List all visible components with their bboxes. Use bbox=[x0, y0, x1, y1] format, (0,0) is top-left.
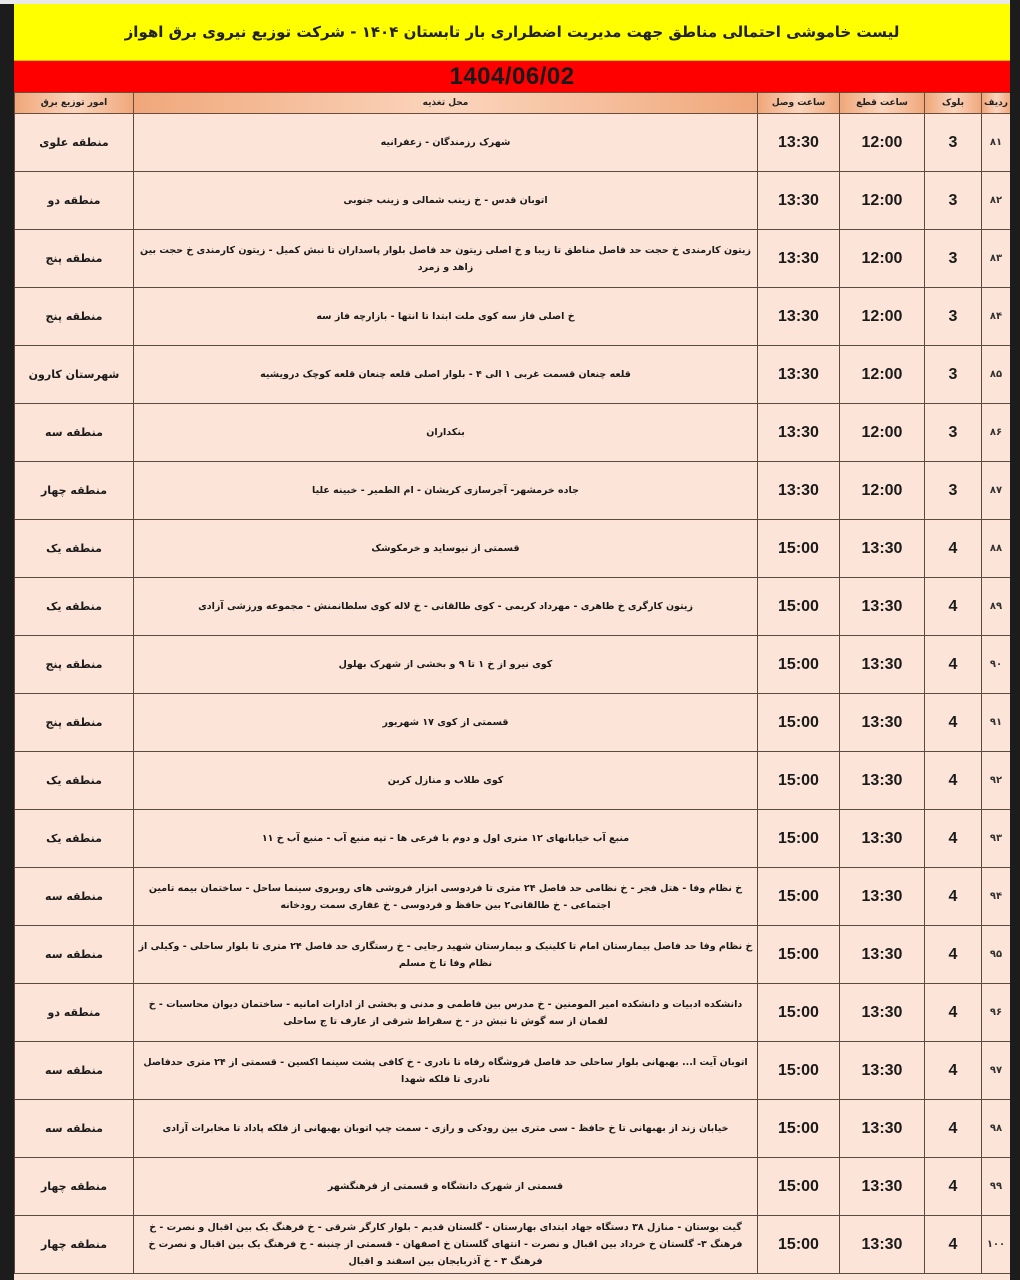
area-cell: منطقه سه bbox=[15, 404, 134, 462]
block-cell: 4 bbox=[925, 636, 982, 694]
location-cell: قسمتی از شهرک دانشگاه و قسمتی از فرهنگشهر bbox=[134, 1158, 758, 1216]
row-number-cell: ۹۰ bbox=[982, 636, 1011, 694]
header-block: بلوک bbox=[925, 93, 982, 114]
header-area: امور توزیع برق bbox=[15, 93, 134, 114]
block-cell: 4 bbox=[925, 694, 982, 752]
area-cell: منطقه پنج bbox=[15, 694, 134, 752]
connect-time-cell: 15:00 bbox=[758, 578, 840, 636]
area-cell: منطقه دو bbox=[15, 172, 134, 230]
row-number-cell: ۹۱ bbox=[982, 694, 1011, 752]
connect-time-cell: 15:00 bbox=[758, 1158, 840, 1216]
area-cell: منطقه دو bbox=[15, 984, 134, 1042]
area-cell: منطقه سه bbox=[15, 1100, 134, 1158]
location-cell: دانشکده ادبیات و دانشکده امیر المومنین - خ مدرس بین فاطمی و مدنی و بخشی از ادارات امانیه - ساختمان دیوان محاسبات - خ لقمان از سه گوش تا نبش دز - خ سقراط شرقی از عارف تا ج ساحلی bbox=[134, 984, 758, 1042]
cut-time-cell: 13:30 bbox=[840, 984, 925, 1042]
header-row-number: ردیف bbox=[982, 93, 1011, 114]
connect-time-cell: 15:00 bbox=[758, 810, 840, 868]
cut-time-cell: 12:00 bbox=[840, 462, 925, 520]
schedule-date: 1404/06/02 bbox=[14, 61, 1010, 92]
table-row bbox=[15, 752, 1011, 810]
cut-time-cell: 13:30 bbox=[840, 1216, 925, 1274]
location-cell: جاده خرمشهر- آجرسازی کریشان - ام الطمیر - خبینه علیا bbox=[134, 462, 758, 520]
cut-time-cell: 13:30 bbox=[840, 1100, 925, 1158]
area-cell: منطقه یک bbox=[15, 578, 134, 636]
cut-time-cell: 12:00 bbox=[840, 288, 925, 346]
block-cell: 4 bbox=[925, 1100, 982, 1158]
row-number-cell: ۸۵ bbox=[982, 346, 1011, 404]
header-connect-time: ساعت وصل bbox=[758, 93, 840, 114]
cut-time-cell: 12:00 bbox=[840, 172, 925, 230]
area-cell: منطقه سه bbox=[15, 868, 134, 926]
table-row bbox=[15, 694, 1011, 752]
area-cell: منطقه پنج bbox=[15, 636, 134, 694]
block-cell: 3 bbox=[925, 230, 982, 288]
row-number-cell: ۸۷ bbox=[982, 462, 1011, 520]
connect-time-cell: 13:30 bbox=[758, 462, 840, 520]
table-header-row bbox=[15, 93, 1011, 114]
area-cell: منطقه پنج bbox=[15, 230, 134, 288]
location-cell: منبع آب خیابانهای ۱۲ متری اول و دوم با فرعی ها - تپه منبع آب - منبع آب خ ۱۱ bbox=[134, 810, 758, 868]
block-cell: 4 bbox=[925, 752, 982, 810]
table-row bbox=[15, 1100, 1011, 1158]
block-cell: 4 bbox=[925, 1158, 982, 1216]
location-cell: اتوبان آیت ا... بهبهانی بلوار ساحلی حد فاصل فروشگاه رفاه تا نادری - خ کافی پشت سینما اکسین - قسمتی از ۲۴ متری حدفاصل نادری تا فلکه شهدا bbox=[134, 1042, 758, 1100]
location-cell: کوی نیرو از خ ۱ تا ۹ و بخشی از شهرک بهلول bbox=[134, 636, 758, 694]
connect-time-cell: 13:30 bbox=[758, 114, 840, 172]
table-row bbox=[15, 462, 1011, 520]
screen-edge bbox=[1010, 0, 1020, 1280]
location-cell: خیابان زند از بهبهانی تا خ حافظ - سی متری بین رودکی و رازی - سمت چپ اتوبان بهبهانی از فلکه پاداد تا مخابرات آزادی bbox=[134, 1100, 758, 1158]
connect-time-cell: 15:00 bbox=[758, 694, 840, 752]
location-cell: زیتون کارمندی خ حجت حد فاصل مناطق تا زیبا و خ اصلی زیتون حد فاصل بلوار پاسداران تا نبش کمیل - زیتون کارمندی خ حجت بین زاهد و زمرد bbox=[134, 230, 758, 288]
cut-time-cell: 13:30 bbox=[840, 694, 925, 752]
table-row bbox=[15, 926, 1011, 984]
outage-table bbox=[14, 92, 1010, 1274]
block-cell: 4 bbox=[925, 984, 982, 1042]
row-number-cell: ۸۴ bbox=[982, 288, 1011, 346]
row-number-cell: ۹۵ bbox=[982, 926, 1011, 984]
area-cell: منطقه یک bbox=[15, 810, 134, 868]
table-row bbox=[15, 868, 1011, 926]
row-number-cell: ۹۲ bbox=[982, 752, 1011, 810]
row-number-cell: ۸۲ bbox=[982, 172, 1011, 230]
connect-time-cell: 15:00 bbox=[758, 868, 840, 926]
location-cell: خ اصلی فاز سه کوی ملت ابتدا تا انتها - بازارچه فاز سه bbox=[134, 288, 758, 346]
connect-time-cell: 15:00 bbox=[758, 1216, 840, 1274]
row-number-cell: ۹۷ bbox=[982, 1042, 1011, 1100]
cut-time-cell: 13:30 bbox=[840, 752, 925, 810]
cut-time-cell: 13:30 bbox=[840, 1042, 925, 1100]
header-location: محل تغذیه bbox=[134, 93, 758, 114]
cut-time-cell: 13:30 bbox=[840, 578, 925, 636]
header-cut-time: ساعت قطع bbox=[840, 93, 925, 114]
row-number-cell: ۸۳ bbox=[982, 230, 1011, 288]
row-number-cell: ۹۳ bbox=[982, 810, 1011, 868]
connect-time-cell: 15:00 bbox=[758, 520, 840, 578]
cut-time-cell: 12:00 bbox=[840, 404, 925, 462]
block-cell: 4 bbox=[925, 926, 982, 984]
area-cell: منطقه یک bbox=[15, 520, 134, 578]
row-number-cell: ۹۸ bbox=[982, 1100, 1011, 1158]
cut-time-cell: 13:30 bbox=[840, 926, 925, 984]
location-cell: زیتون کارگری خ طاهری - مهرداد کریمی - کوی طالقانی - خ لاله کوی سلطانمنش - مجموعه ورزشی آزادی bbox=[134, 578, 758, 636]
location-cell: قسمتی از نیوساید و خرمکوشک bbox=[134, 520, 758, 578]
area-cell: منطقه یک bbox=[15, 752, 134, 810]
connect-time-cell: 13:30 bbox=[758, 172, 840, 230]
outage-sheet bbox=[14, 4, 1010, 1280]
connect-time-cell: 15:00 bbox=[758, 752, 840, 810]
row-number-cell: ۸۶ bbox=[982, 404, 1011, 462]
block-cell: 4 bbox=[925, 578, 982, 636]
table-row bbox=[15, 520, 1011, 578]
connect-time-cell: 13:30 bbox=[758, 404, 840, 462]
table-row bbox=[15, 1216, 1011, 1274]
area-cell: منطقه چهار bbox=[15, 1158, 134, 1216]
location-cell: خ نظام وفا - هتل فجر - خ نظامی حد فاصل ۲۴ متری تا فردوسی ابزار فروشی های روبروی سینما ساحل - ساختمان بیمه تامین اجتماعی - خ طالقانی۲ بین حافظ و فردوسی - خ غفاری سمت رودخانه bbox=[134, 868, 758, 926]
row-number-cell: ۸۱ bbox=[982, 114, 1011, 172]
area-cell: منطقه علوی bbox=[15, 114, 134, 172]
row-number-cell: ۸۸ bbox=[982, 520, 1011, 578]
block-cell: 3 bbox=[925, 404, 982, 462]
table-row bbox=[15, 636, 1011, 694]
row-number-cell: ۹۶ bbox=[982, 984, 1011, 1042]
block-cell: 3 bbox=[925, 172, 982, 230]
table-row bbox=[15, 346, 1011, 404]
cut-time-cell: 13:30 bbox=[840, 520, 925, 578]
table-row bbox=[15, 984, 1011, 1042]
cut-time-cell: 13:30 bbox=[840, 636, 925, 694]
table-row bbox=[15, 810, 1011, 868]
block-cell: 3 bbox=[925, 346, 982, 404]
cut-time-cell: 13:30 bbox=[840, 810, 925, 868]
block-cell: 3 bbox=[925, 462, 982, 520]
location-cell: گیت بوستان - منازل ۳۸ دستگاه جهاد ابتدای بهارستان - گلستان قدیم - بلوار کارگر شرقی - خ فرهنگ یک بین اقبال و نصرت - خ فرهنگ ۳- گلستان خ خرداد بین اقبال و نصرت - انتهای گلستان خ اصفهان - قسمتی از چنبنه - خ فرهنگ یک بین اقبال و نصرت خ فرهنگ ۳ - خ آذربایجان بین اسفند و اقبال bbox=[134, 1216, 758, 1274]
table-row bbox=[15, 172, 1011, 230]
row-number-cell: ۹۹ bbox=[982, 1158, 1011, 1216]
table-row bbox=[15, 288, 1011, 346]
page-title: لیست خاموشی احتمالی مناطق جهت مدیریت اضطراری بار تابستان ۱۴۰۴ - شرکت توزیع نیروی برق اهواز bbox=[14, 4, 1010, 61]
location-cell: خ نظام وفا حد فاصل بیمارستان امام تا کلینیک و بیمارستان شهید رجایی - خ رستگاری حد فاصل ۲۴ متری تا بلوار ساحلی - وکیلی از نظام وفا تا خ مسلم bbox=[134, 926, 758, 984]
connect-time-cell: 15:00 bbox=[758, 1042, 840, 1100]
location-cell: کوی طلاب و منازل کربن bbox=[134, 752, 758, 810]
table-row bbox=[15, 230, 1011, 288]
block-cell: 4 bbox=[925, 810, 982, 868]
connect-time-cell: 13:30 bbox=[758, 346, 840, 404]
block-cell: 3 bbox=[925, 114, 982, 172]
location-cell: شهرک رزمندگان - زعفرانیه bbox=[134, 114, 758, 172]
block-cell: 3 bbox=[925, 288, 982, 346]
connect-time-cell: 15:00 bbox=[758, 636, 840, 694]
location-cell: قلعه چنعان قسمت غربی ۱ الی ۴ - بلوار اصلی قلعه چنعان قلعه کوچک درویشیه bbox=[134, 346, 758, 404]
cut-time-cell: 12:00 bbox=[840, 346, 925, 404]
cut-time-cell: 12:00 bbox=[840, 230, 925, 288]
area-cell: منطقه پنج bbox=[15, 288, 134, 346]
cut-time-cell: 13:30 bbox=[840, 1158, 925, 1216]
location-cell: قسمتی از کوی ۱۷ شهریور bbox=[134, 694, 758, 752]
location-cell: بنکداران bbox=[134, 404, 758, 462]
block-cell: 4 bbox=[925, 868, 982, 926]
area-cell: منطقه سه bbox=[15, 926, 134, 984]
table-row bbox=[15, 404, 1011, 462]
table-row bbox=[15, 578, 1011, 636]
cut-time-cell: 12:00 bbox=[840, 114, 925, 172]
block-cell: 4 bbox=[925, 1042, 982, 1100]
area-cell: منطقه سه bbox=[15, 1042, 134, 1100]
block-cell: 4 bbox=[925, 520, 982, 578]
block-cell: 4 bbox=[925, 1216, 982, 1274]
connect-time-cell: 15:00 bbox=[758, 1100, 840, 1158]
table-row bbox=[15, 114, 1011, 172]
connect-time-cell: 15:00 bbox=[758, 984, 840, 1042]
connect-time-cell: 15:00 bbox=[758, 926, 840, 984]
row-number-cell: ۹۴ bbox=[982, 868, 1011, 926]
row-number-cell: ۱۰۰ bbox=[982, 1216, 1011, 1274]
location-cell: اتوبان قدس - خ زینب شمالی و زینب جنوبی bbox=[134, 172, 758, 230]
cut-time-cell: 13:30 bbox=[840, 868, 925, 926]
connect-time-cell: 13:30 bbox=[758, 288, 840, 346]
row-number-cell: ۸۹ bbox=[982, 578, 1011, 636]
table-row bbox=[15, 1158, 1011, 1216]
connect-time-cell: 13:30 bbox=[758, 230, 840, 288]
area-cell: شهرستان کارون bbox=[15, 346, 134, 404]
area-cell: منطقه چهار bbox=[15, 1216, 134, 1274]
area-cell: منطقه چهار bbox=[15, 462, 134, 520]
table-row bbox=[15, 1042, 1011, 1100]
